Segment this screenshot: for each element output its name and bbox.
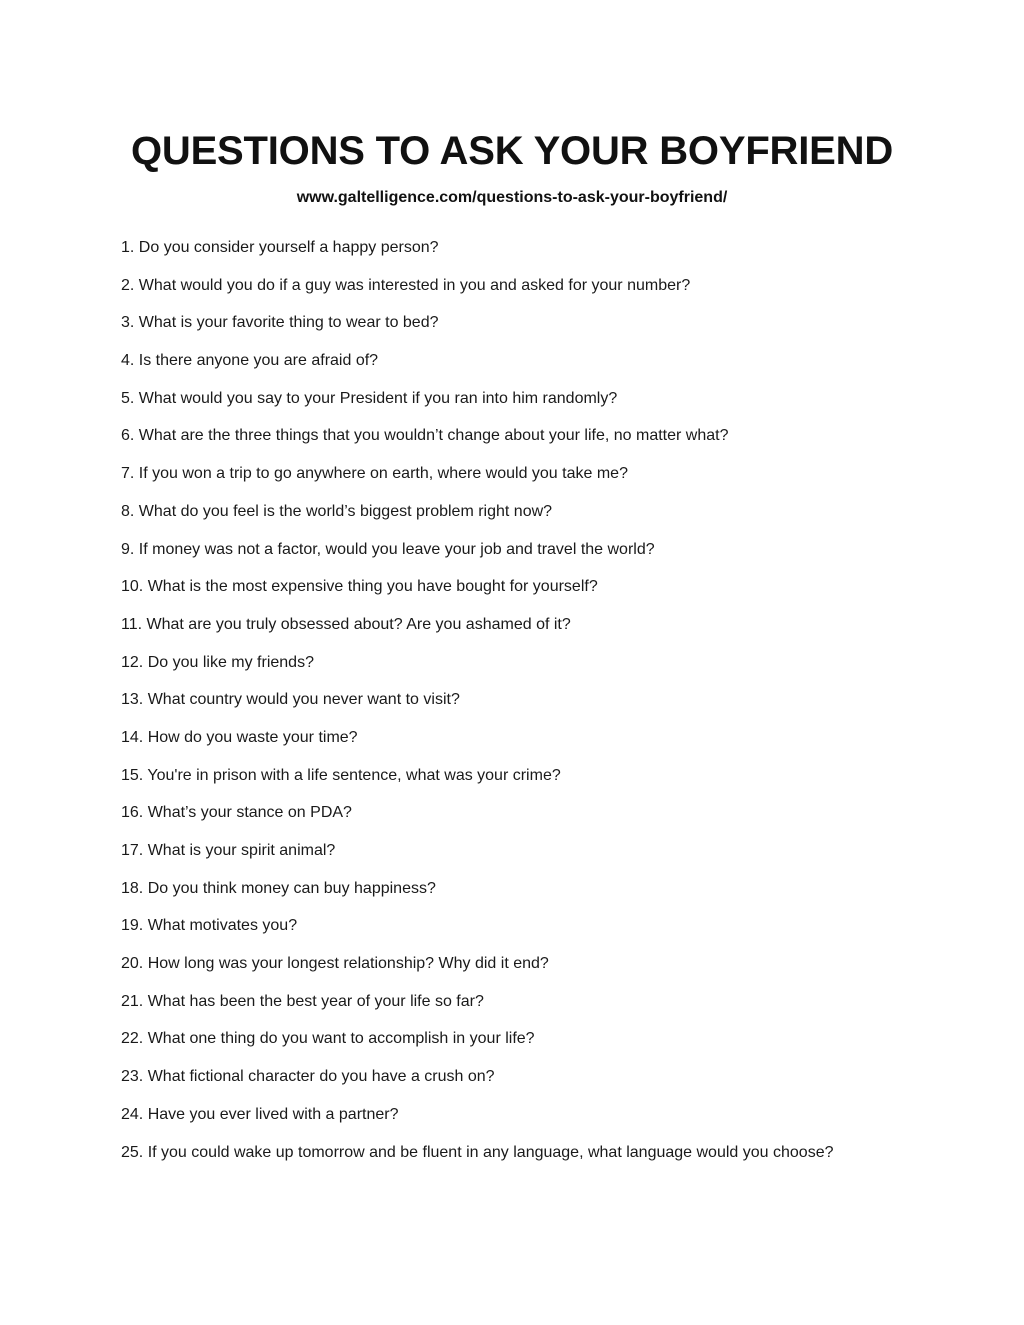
question-item: 9. If money was not a factor, would you leave your job and travel the world? xyxy=(121,540,655,558)
question-item: 14. How do you waste your time? xyxy=(121,728,358,746)
question-item: 18. Do you think money can buy happiness? xyxy=(121,879,436,897)
question-item: 15. You're in prison with a life sentence, what was your crime? xyxy=(121,766,561,784)
question-item: 13. What country would you never want to visit? xyxy=(121,691,460,709)
question-item: 5. What would you say to your President if you ran into him randomly? xyxy=(121,389,618,407)
page-title: QUESTIONS TO ASK YOUR BOYFRIEND xyxy=(130,129,894,173)
question-item: 4. Is there anyone you are afraid of? xyxy=(121,352,379,370)
question-item: 3. What is your favorite thing to wear to bed? xyxy=(121,314,439,332)
question-item: 17. What is your spirit animal? xyxy=(121,842,336,859)
question-item: 21. What has been the best year of your life so far? xyxy=(121,992,484,1010)
question-item: 16. What’s your stance on PDA? xyxy=(121,804,352,822)
source-url: www.galtelligence.com/questions-to-ask-your-boyfriend/ xyxy=(296,189,728,206)
question-list xyxy=(121,236,991,1178)
question-item: 2. What would you do if a guy was interested in you and asked for your number? xyxy=(121,276,691,294)
question-item: 22. What one thing do you want to accomplish in your life? xyxy=(121,1030,535,1048)
question-item: 24. Have you ever lived with a partner? xyxy=(121,1105,399,1123)
question-item: 20. How long was your longest relationship? Why did it end? xyxy=(121,955,549,973)
question-item: 19. What motivates you? xyxy=(121,917,298,935)
question-item: 23. What fictional character do you have a crush on? xyxy=(121,1068,495,1086)
question-item: 10. What is the most expensive thing you have bought for yourself? xyxy=(121,578,598,596)
question-item: 12. Do you like my friends? xyxy=(121,653,314,671)
question-item: 11. What are you truly obsessed about? Are you ashamed of it? xyxy=(121,615,571,633)
question-item: 6. What are the three things that you wouldn’t change about your life, no matter what? xyxy=(121,427,729,445)
question-item: 7. If you won a trip to go anywhere on earth, where would you take me? xyxy=(121,465,628,483)
question-item: 25. If you could wake up tomorrow and be fluent in any language, what language would you choose? xyxy=(121,1143,834,1161)
question-item: 1. Do you consider yourself a happy person? xyxy=(121,239,439,256)
question-item: 8. What do you feel is the world’s biggest problem right now? xyxy=(121,502,553,520)
